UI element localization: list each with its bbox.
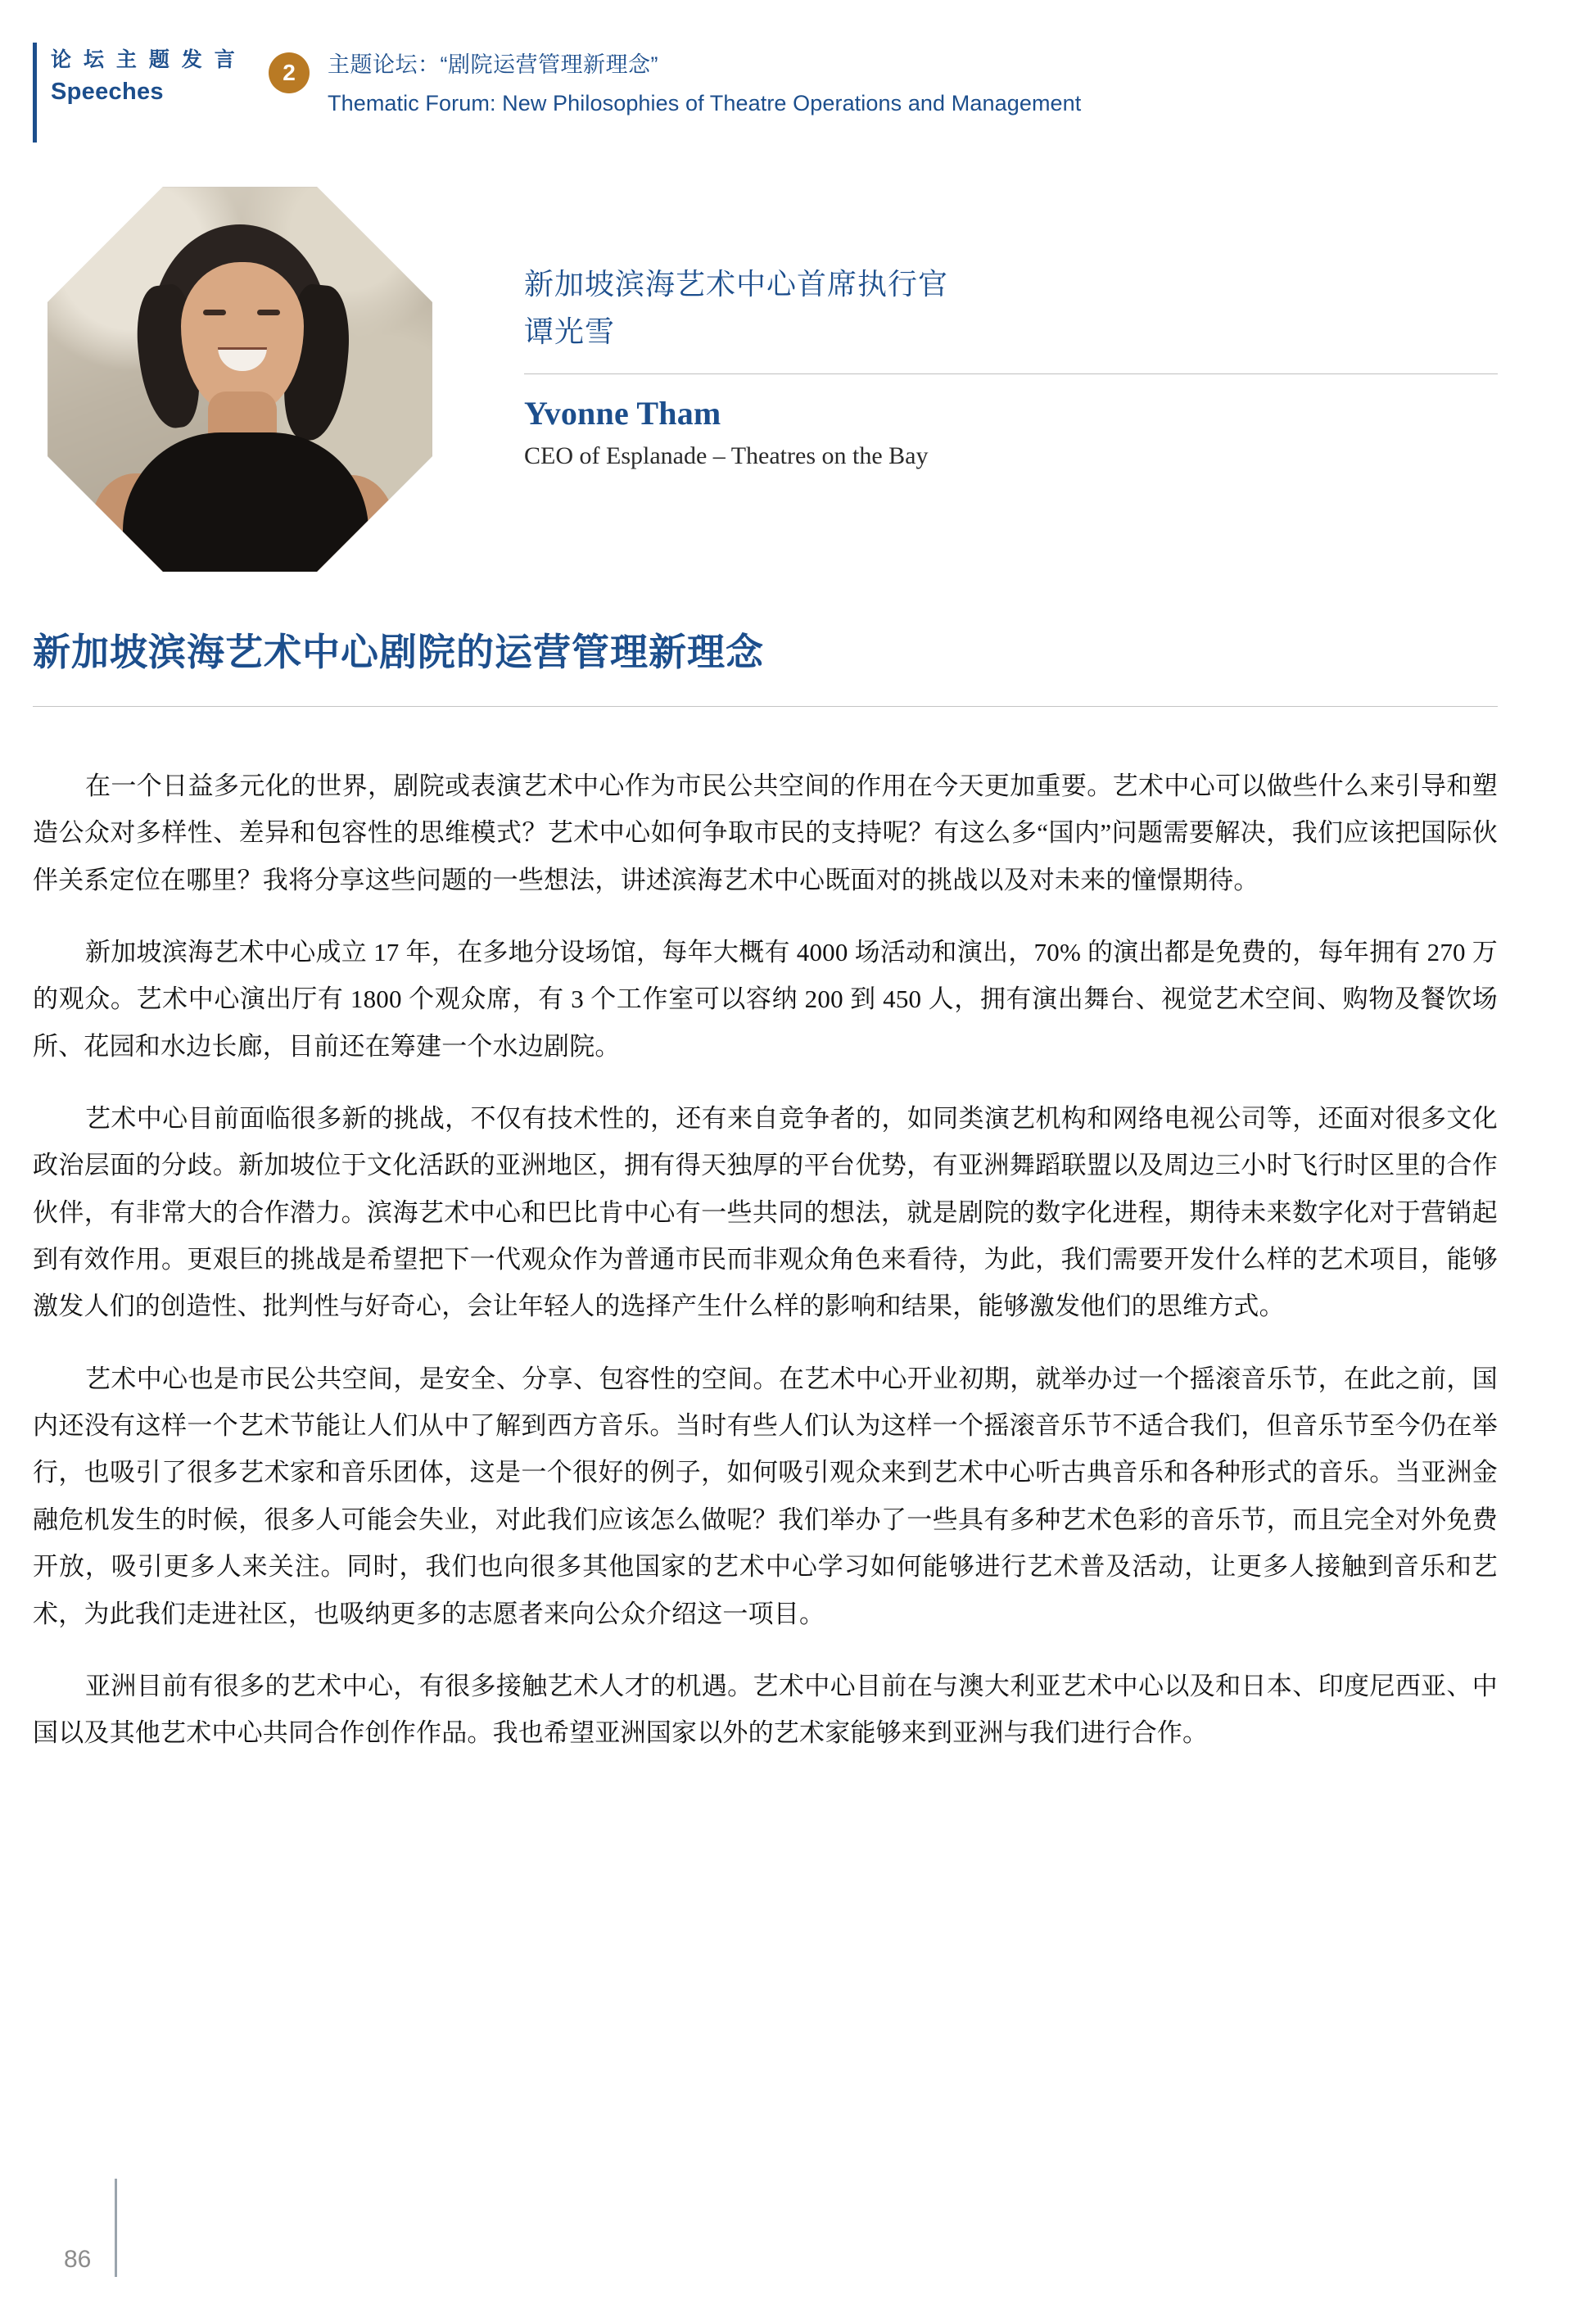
speaker-divider: [524, 373, 1498, 374]
article-title-divider: [33, 706, 1498, 707]
section-label: [51, 48, 296, 106]
speaker-name-cn: 谭光雪: [524, 315, 616, 348]
forum-title-en: Thematic Forum: New Philosophies of Theatre Operations and Management: [328, 91, 1082, 116]
article-paragraph: 艺术中心也是市民公共空间，是安全、分享、包容性的空间。在艺术中心开业初期，就举办过一个摇滚音乐节，在此之前，国内还没有这样一个艺术节能让人们从中了解到西方音乐。当时有些人们认为这样一个摇滚音乐节不适合我们，但音乐节至今仍在举行，也吸引了很多艺术家和音乐团体，这是一个很好的例子，如何吸引观众来到艺术中心听古典音乐和各种形式的音乐。当亚洲金融危机发生的时候，很多人可能会失业，对此我们应该怎么做呢？我们举办了一些具有多种艺术色彩的音乐节，而且完全对外免费开放，吸引更多人来关注。同时，我们也向很多其他国家的艺术中心学习如何能够进行艺术普及活动，让更多人接触到音乐和艺术，为此我们走进社区，也吸纳更多的志愿者来向公众介绍这一项目。: [33, 1364, 1498, 1628]
footer-accent-rule: [115, 2179, 117, 2277]
header-accent-rule: [33, 43, 37, 143]
speaker-info: [524, 262, 1498, 470]
page-number: 86: [64, 2246, 92, 2273]
portrait-figure-body: [123, 432, 368, 572]
portrait-figure-eye-left: [203, 310, 226, 315]
article-paragraph: 新加坡滨海艺术中心成立 17 年，在多地分设场馆，每年大概有 4000 场活动和演出，70% 的演出都是免费的，每年拥有 270 万的观众。艺术中心演出厅有 1800 个观众席，有 3 个工作室可以容纳 200 到 450 人，拥有演出舞台、视觉艺术空间、购物及餐饮场所、花园和水边长廊，目前还在筹建一个水边剧院。: [33, 938, 1498, 1061]
speaker-title-en: CEO of Esplanade – Theatres on the Bay: [524, 442, 929, 469]
section-label-en: Speeches: [51, 79, 164, 105]
forum-number-badge: 2: [269, 52, 310, 93]
speaker-block: [33, 180, 1498, 606]
article-paragraph: 在一个日益多元化的世界，剧院或表演艺术中心作为市民公共空间的作用在今天更加重要。艺术中心可以做些什么来引导和塑造公众对多样性、差异和包容性的思维模式？艺术中心如何争取市民的支持呢？有这么多“国内”问题需要解决，我们应该把国际伙伴关系定位在哪里？我将分享这些问题的一些想法，讲述滨海艺术中心既面对的挑战以及对未来的憧憬期待。: [33, 772, 1498, 894]
article-title: 新加坡滨海艺术中心剧院的运营管理新理念: [33, 631, 764, 673]
speaker-portrait-frame: [33, 180, 442, 590]
speaker-name-en: Yvonne Tham: [524, 395, 721, 432]
forum-title: [328, 49, 1498, 120]
speaker-portrait: [47, 187, 432, 572]
portrait-figure-eye-right: [257, 310, 280, 315]
section-label-cn: 论 坛 主 题 发 言: [51, 48, 238, 71]
article-paragraph: 亚洲目前有很多的艺术中心，有很多接触艺术人才的机遇。艺术中心目前在与澳大利亚艺术中心以及和日本、印度尼西亚、中国以及其他艺术中心共同合作创作作品。我也希望亚洲国家以外的艺术家能够来到亚洲与我们进行合作。: [33, 1671, 1498, 1748]
page-header: [33, 43, 1498, 141]
article-body: [33, 737, 1498, 1778]
forum-title-cn: 主题论坛：“剧院运营管理新理念”: [328, 52, 658, 77]
article-paragraph: 艺术中心目前面临很多新的挑战，不仅有技术性的，还有来自竞争者的，如同类演艺机构和网络电视公司等，还面对很多文化政治层面的分歧。新加坡位于文化活跃的亚洲地区，拥有得天独厚的平台优势，有亚洲舞蹈联盟以及周边三小时飞行时区里的合作伙伴，有非常大的合作潜力。滨海艺术中心和巴比肯中心有一些共同的想法，就是剧院的数字化进程，期待未来数字化对于营销起到有效作用。更艰巨的挑战是希望把下一代观众作为普通市民而非观众角色来看待，为此，我们需要开发什么样的艺术项目，能够激发人们的创造性、批判性与好奇心，会让年轻人的选择产生什么样的影响和结果，能够激发他们的思维方式。: [33, 1104, 1498, 1321]
speaker-title-cn: 新加坡滨海艺术中心首席执行官: [524, 268, 949, 301]
